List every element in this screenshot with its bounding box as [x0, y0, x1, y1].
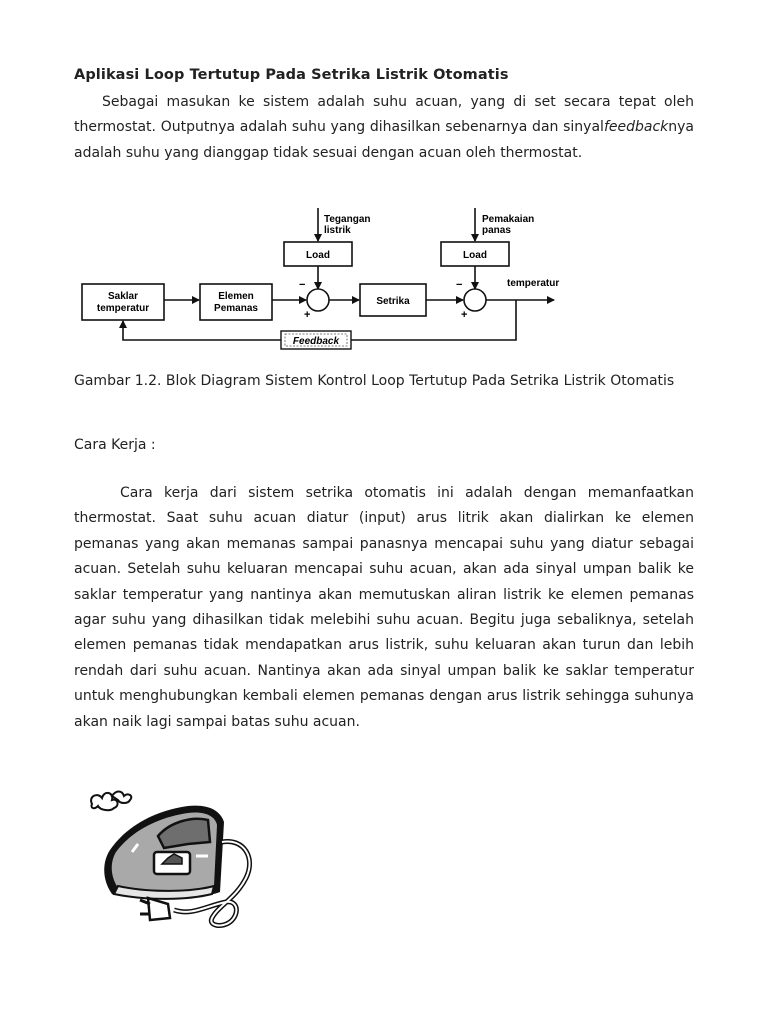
input2-label-line1: Pemakaian — [482, 214, 535, 225]
body-text: Cara kerja dari sistem setrika otomatis ini adalah dengan memanfaatkan thermostat. Saat suhu acuan diatur (input) arus litrik akan dialirkan ke elemen pemanas yang akan memanas sampai panasnya mencapai suhu yang diatur sebagai acuan. Setelah suhu keluaran mencapai suhu acuan, akan ada sinyal umpan balik ke saklar temperatur yang nantinya akan memutuskan aliran listrik ke elemen pemanas agar suhu yang dihasilkan tidak melebihi suhu acuan. Begitu juga sebaliknya, setelah elemen pemanas tidak mendapatkan arus listrik, suhu keluaran akan turun dan lebih rendah dari suhu acuan. Nantinya akan ada sinyal umpan balik ke saklar temperatur untuk menghubungkan kembali elemen pemanas dengan arus listrik sehingga suhunya akan naik lagi sampai batas suhu acuan. — [74, 485, 694, 730]
summing-junction-1 — [307, 289, 329, 311]
saklar-temperatur-block — [82, 284, 164, 320]
plug-icon — [148, 898, 170, 920]
block2-label-line1: Elemen — [218, 291, 254, 302]
sum2-plus-sign: + — [461, 309, 468, 321]
sum1-plus-sign: + — [304, 309, 311, 321]
elemen-pemanas-block — [200, 284, 272, 320]
load2-label: Load — [463, 250, 487, 261]
sum2-minus-sign: − — [456, 279, 463, 291]
body-paragraph — [74, 481, 694, 735]
summing-junction-2 — [464, 289, 486, 311]
sum1-minus-sign: − — [299, 279, 306, 291]
figure-caption: Gambar 1.2. Blok Diagram Sistem Kontrol Loop Tertutup Pada Setrika Listrik Otomatis — [74, 373, 675, 389]
iron-clipart-image — [88, 782, 266, 930]
intro-text-start: Sebagai masukan ke sistem adalah suhu acuan, yang di set secara tepat oleh thermostat. Outputnya adalah suhu yang dihasilkan sebenarnya dan sinyal — [74, 94, 694, 136]
input1-label-line2: listrik — [324, 225, 351, 236]
input2-label-line2: panas — [482, 225, 511, 236]
block-diagram — [76, 200, 596, 360]
feedback-italic-term: feedback — [603, 119, 669, 136]
intro-text-end: nya adalah suhu yang dianggap tidak sesuai dengan acuan oleh thermostat. — [74, 119, 694, 161]
section-heading: Cara Kerja : — [74, 437, 156, 453]
block1-label-line1: Saklar — [107, 291, 139, 302]
input1-label-line1: Tegangan — [324, 214, 371, 225]
feedback-label: Feedback — [292, 336, 340, 347]
page-title: Aplikasi Loop Tertutup Pada Setrika Listrik Otomatis — [74, 67, 509, 83]
block3-label: Setrika — [376, 296, 410, 307]
block2-label-line2: Pemanas — [214, 303, 258, 314]
output-label: temperatur — [507, 278, 560, 289]
block1-label-line2: temperatur — [96, 303, 150, 314]
intro-paragraph — [74, 90, 694, 166]
load1-label: Load — [306, 250, 330, 261]
